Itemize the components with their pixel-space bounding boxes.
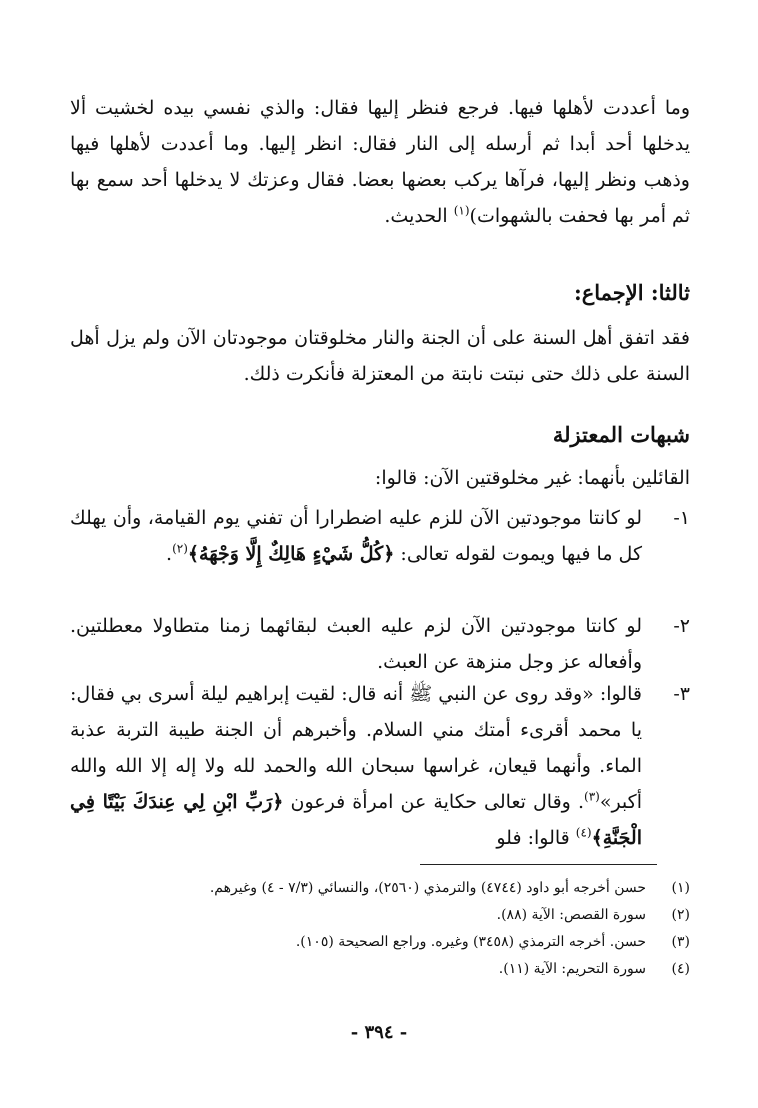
section-heading-ijma: ثالثا: الإجماع: — [573, 280, 690, 305]
intro-line: القائلين بأنهما: غير مخلوقتين الآن: قالوا: — [374, 467, 690, 489]
list-item-3 — [70, 676, 690, 856]
list-item-end: قالوا: فلو — [496, 827, 576, 849]
footnote-4 — [70, 957, 690, 981]
footnote-1 — [70, 876, 690, 900]
footnote-ref-1: (١) — [453, 203, 470, 218]
hadith-text: وما أعددت لأهلها فيها. فرجع فنظر إليها فقال: والذي نفسي بيده لخشيت ألا يدخلها أحد أبدا ثم أرسله إلى النار فقال: انظر إليها. وما أعددت لأهلها فيها وذهب ونظر إليها، فرآها يركب بعضها بعضا. فقال وعزتك لا يدخلها أحد سمع بها ثم أمر بها فحفت بالشهوات) — [70, 97, 690, 227]
page-number: - ٣٩٤ - — [350, 1022, 408, 1043]
list-item-text: لو كانتا موجودتين الآن للزم عليه اضطرارا أن تفني يوم القيامة، وأن يهلك كل ما فيها ويموت لقوله تعالى: — [70, 507, 642, 565]
footnote-ref-4: (٤) — [575, 825, 592, 840]
list-item-number: ٢- — [673, 615, 690, 637]
list-item-2 — [70, 608, 690, 680]
footnote-ref-3: (٣) — [584, 789, 600, 804]
footnote-3 — [70, 930, 690, 954]
footnote-number: (٤) — [671, 961, 690, 977]
footnote-divider — [420, 864, 657, 865]
list-item-text-mid: . وقال تعالى حكاية عن امرأة فرعون — [283, 791, 584, 813]
footnote-text: سورة التحريم: الآية (١١). — [498, 961, 646, 977]
list-item-1 — [70, 500, 690, 572]
section-heading-mutazila: شبهات المعتزلة — [552, 422, 690, 447]
hadith-end: الحديث. — [384, 205, 454, 227]
paragraph-hadith — [70, 90, 690, 234]
paragraph-ijma: فقد اتفق أهل السنة على أن الجنة والنار مخلوقتان موجودتان الآن ولم يزل أهل السنة على ذلك حتى نبتت نابتة من المعتزلة فأنكرت ذلك. — [70, 327, 690, 385]
footnote-number: (٣) — [671, 934, 690, 950]
footnote-text: حسن. أخرجه الترمذي (٣٤٥٨) وغيره. وراجع الصحيحة (١٠٥). — [295, 934, 646, 950]
footnote-text: سورة القصص: الآية (٨٨). — [496, 907, 646, 923]
footnote-number: (٢) — [671, 907, 690, 923]
quran-verse: ﴿كُلُّ شَيْءٍ هَالِكٌ إِلَّا وَجْهَهُ﴾ — [187, 543, 395, 565]
footnote-number: (١) — [671, 880, 690, 896]
list-item-number: ١- — [673, 507, 690, 529]
footnote-ref-2: (٢) — [172, 541, 188, 556]
footnote-2 — [70, 903, 690, 927]
list-item-number: ٣- — [673, 683, 690, 705]
list-item-end: . — [166, 543, 173, 565]
quran-verse: ﴿رَبِّ ابْنِ لِي عِندَكَ بَيْتًا فِي الْجَنَّةِ﴾ — [70, 791, 642, 849]
list-item-text: قالوا: «وقد روى عن النبي ﷺ أنه قال: لقيت إبراهيم ليلة أسرى بي فقال: يا محمد أقرىء أمتك مني السلام. وأخبرهم أن الجنة طيبة التربة عذبة الماء. وأنهما قيعان، غراسها سبحان الله والحمد لله ولا إله إلا الله والله أكبر» — [70, 683, 642, 813]
footnote-text: حسن أخرجه أبو داود (٤٧٤٤) والترمذي (٢٥٦٠)، والنسائي (٧/٣ - ٤) وغيرهم. — [209, 880, 646, 896]
list-item-text: لو كانتا موجودتين الآن لزم عليه العبث لبقائهما زمنا متطاولا معطلتين. وأفعاله عز وجل منزهة عن العبث. — [70, 615, 642, 673]
